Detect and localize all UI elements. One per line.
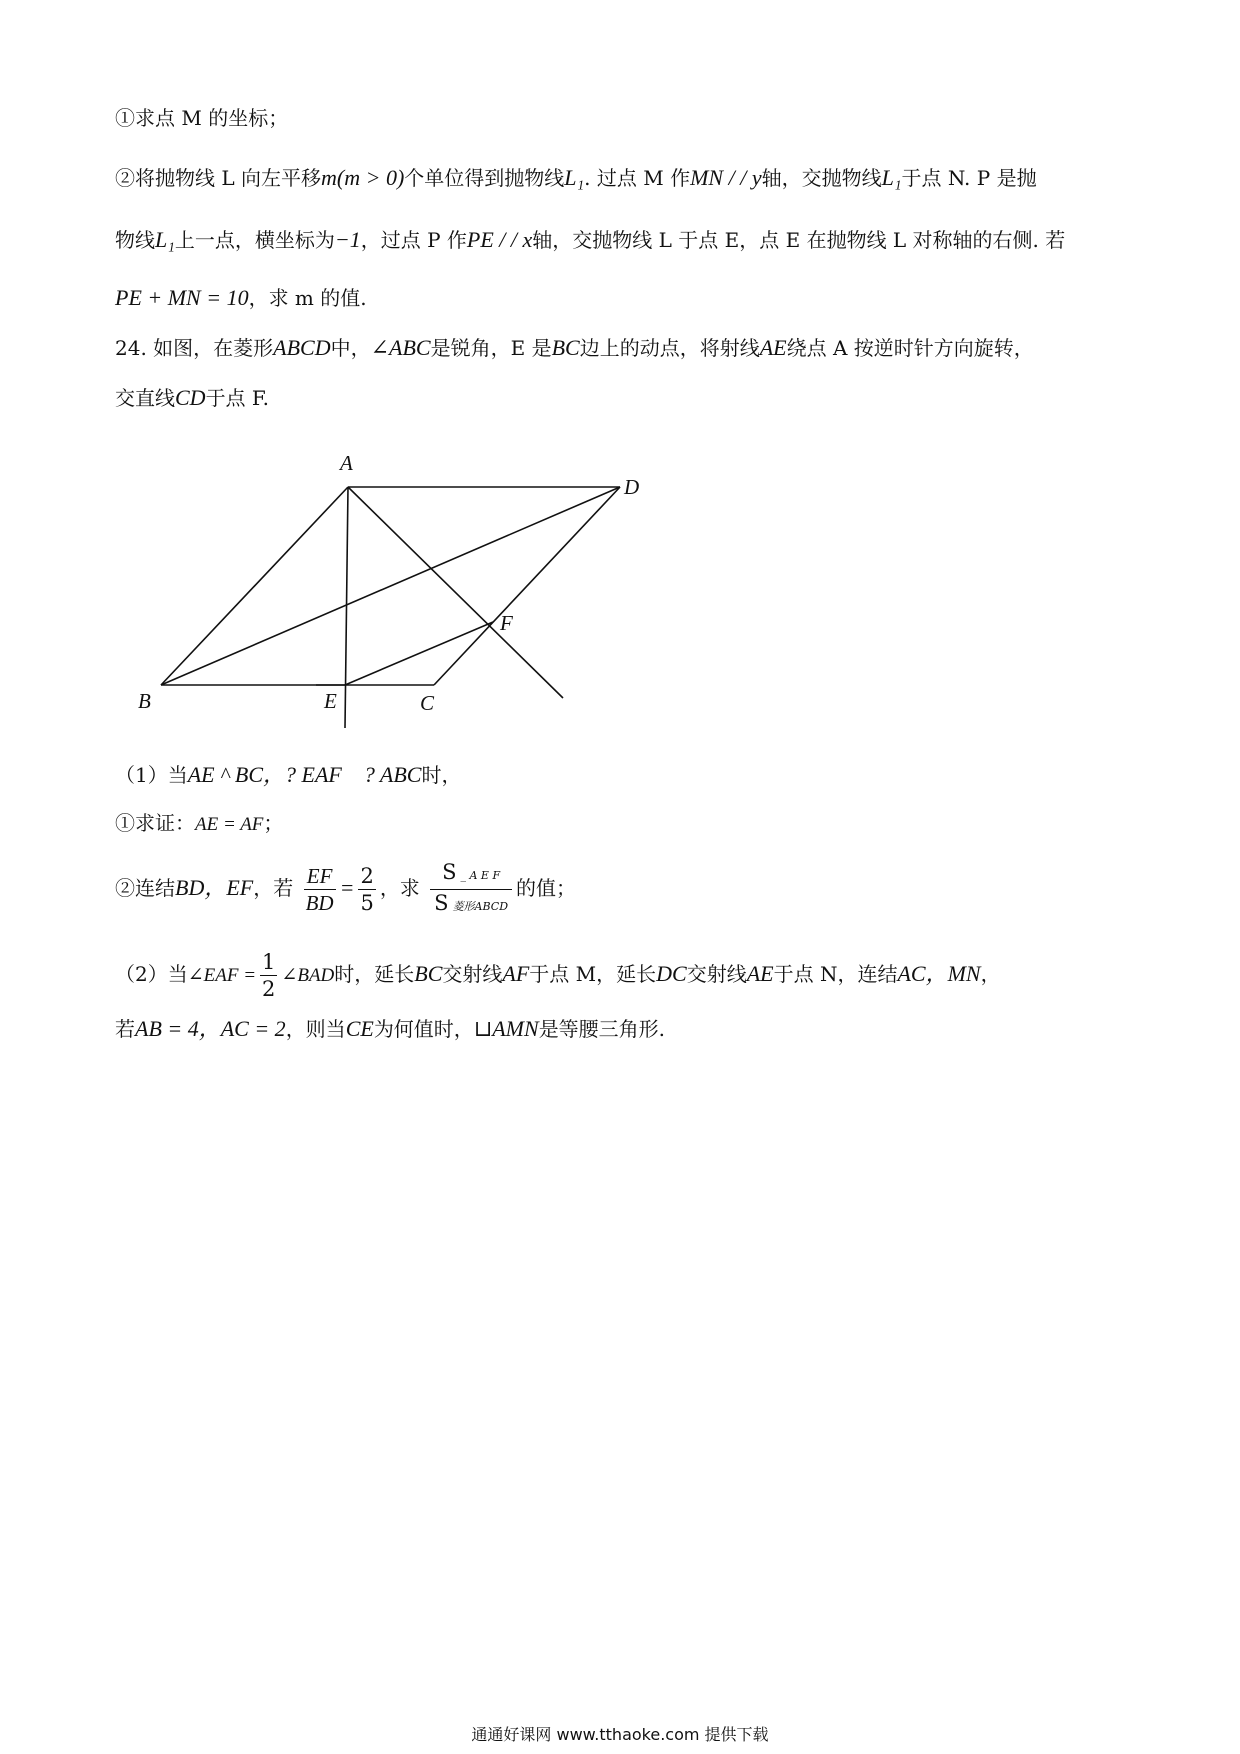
q24-part2-line2: 若AB = 4，AC = 2，则当CE为何值时，⊔AMN是等腰三角形.	[115, 1016, 666, 1041]
fraction-2-5: $\frac{2}{5}$	[360, 864, 374, 915]
q23-part1: ①求点 M 的坐标；	[115, 106, 289, 130]
q23-part2-line2: 物线L₁上一点，横坐标为−1，过点 P 作PE / / x轴，交抛物线 L 于点 E，点 E 在抛物线 L 对称轴的右侧. 若	[115, 227, 1066, 252]
label-D: D	[624, 475, 640, 499]
fraction-ef-bd: $\frac{EF}{BD}$	[305, 864, 334, 915]
line-AE	[345, 487, 348, 728]
q23-part2-line3: PE + MN = 10，求 m 的值.	[115, 285, 367, 310]
rhombus-figure	[120, 440, 650, 740]
label-F: F	[500, 611, 513, 635]
q24-intro-line2: 交直线CD于点 F.	[115, 385, 270, 410]
q24-part1-i: ①求证：AE = AF；	[115, 811, 284, 835]
label-C: C	[420, 691, 435, 715]
segment-AB	[161, 487, 348, 685]
q24-part1-head: （1）当AE ^ BC，? EAF ? ABC时，	[115, 762, 462, 787]
label-E: E	[324, 689, 337, 713]
footer: 通通好课网 www.tthaoke.com 提供下载	[471, 1725, 769, 1744]
label-B: B	[138, 689, 151, 713]
fraction-area-ratio: $\frac{\text{S \_ A E F}}{\text{S 菱形ABCD}}$	[430, 859, 512, 920]
label-A: A	[340, 451, 353, 475]
q24-part2-line1: （2）当∠EAF = $\frac{1}{2}$ ∠BAD时，延长BC交射线AF于点 M，延长DC交射线AE于点 N，连结AC，MN，	[115, 950, 1001, 1001]
q23-part2-line1: ②将抛物线 L 向左平移m(m > 0)个单位得到抛物线L₁. 过点 M 作MN / / y轴，交抛物线L₁于点 N. P 是抛	[115, 165, 1037, 190]
fraction-half: $\frac{1}{2}$	[262, 950, 276, 1001]
ray-AF	[348, 487, 563, 698]
q24-intro-line1: 24. 如图，在菱形ABCD中，∠ABC是锐角，E 是BC边上的动点，将射线AE绕点 A 按逆时针方向旋转，	[115, 335, 1034, 360]
q24-part1-ii: ②连结BD，EF，若 $\frac{EF}{BD}$ = $\frac{2}{5}$ ，求 $\frac{\text{S \_ A E F}}{\text{S 菱形ABCD}}$ 的值；	[115, 858, 576, 920]
segment-EF	[345, 622, 493, 685]
segment-CD	[434, 487, 620, 685]
segment-BD	[161, 487, 620, 685]
